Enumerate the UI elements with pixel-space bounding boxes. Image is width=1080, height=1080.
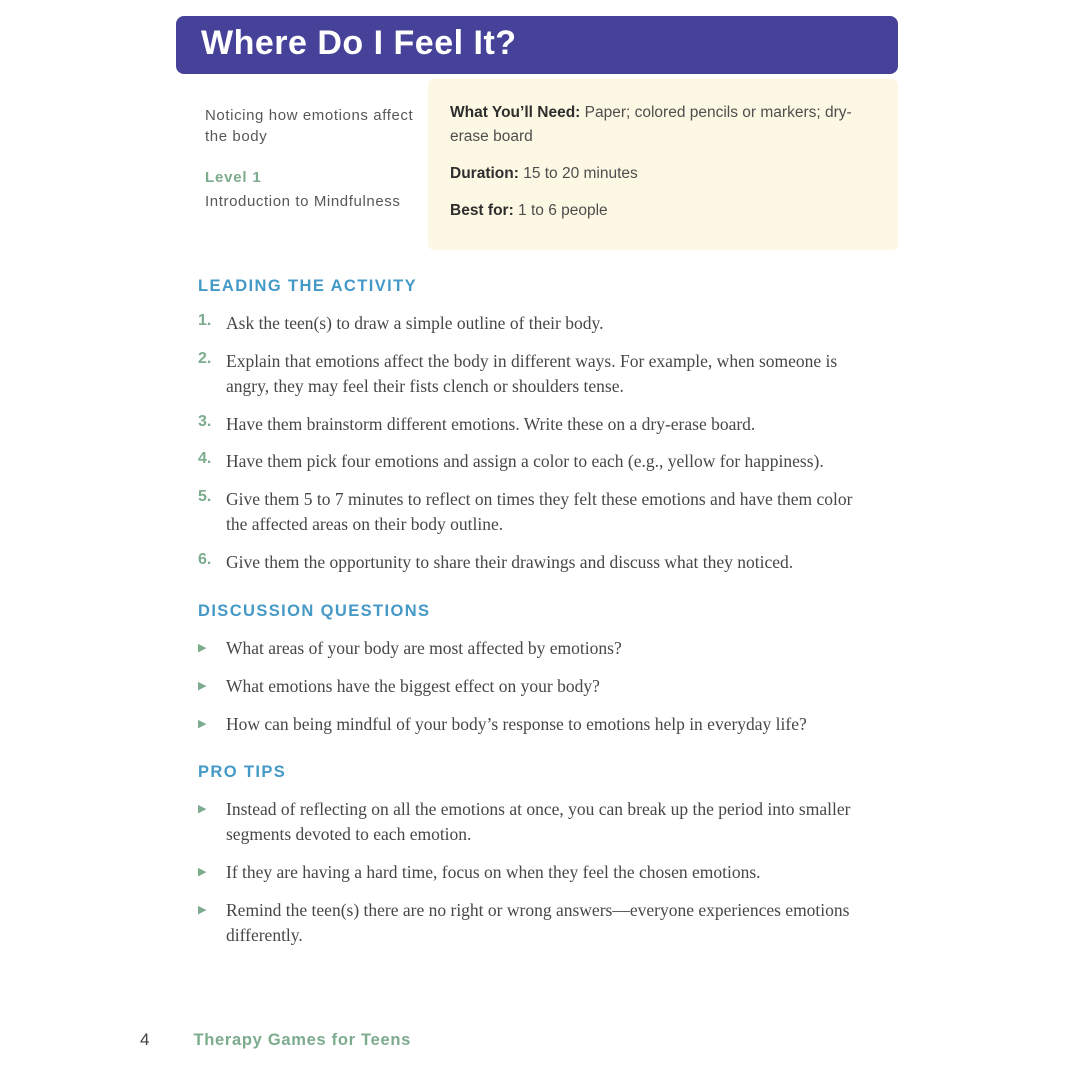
activity-meta-row bbox=[176, 79, 898, 250]
info-row-materials bbox=[450, 101, 872, 149]
step-text: Ask the teen(s) to draw a simple outline of their body. bbox=[226, 313, 604, 334]
activity-steps-list bbox=[198, 311, 898, 575]
activity-step bbox=[198, 412, 898, 437]
activity-level-label: Level 1 bbox=[205, 169, 262, 186]
step-number: 2. bbox=[198, 349, 212, 367]
question-text: How can being mindful of your body’s response to emotions help in everyday life? bbox=[226, 713, 807, 734]
discussion-questions-list bbox=[198, 636, 898, 737]
step-text: Have them brainstorm different emotions. Write these on a dry-erase board. bbox=[226, 413, 756, 434]
step-number: 5. bbox=[198, 488, 212, 506]
activity-description: Noticing how emotions affect the body bbox=[205, 107, 414, 145]
best-for-label: Best for: bbox=[450, 202, 514, 220]
tip-text: Remind the teen(s) there are no right or wrong answers—everyone experiences emotions differently. bbox=[226, 899, 850, 945]
activity-title-banner bbox=[176, 16, 898, 74]
discussion-question bbox=[198, 712, 898, 737]
step-text: Give them 5 to 7 minutes to reflect on times they felt these emotions and have them color the affected areas on their body outline. bbox=[226, 489, 853, 535]
step-text: Explain that emotions affect the body in different ways. For example, when someone is angry, they may feel their fists clench or shoulders tense. bbox=[226, 350, 838, 396]
page-number: 4 bbox=[140, 1030, 150, 1049]
step-number: 3. bbox=[198, 412, 212, 430]
triangle-bullet-icon: ▶ bbox=[198, 865, 207, 879]
duration-value: 15 to 20 minutes bbox=[518, 165, 638, 183]
tip-text: Instead of reflecting on all the emotions at once, you can break up the period into smaller segments devoted to each emotion. bbox=[226, 799, 851, 845]
duration-label: Duration: bbox=[450, 165, 519, 183]
activity-step bbox=[198, 449, 898, 474]
section-heading-leading-the-activity: LEADING THE ACTIVITY bbox=[198, 277, 417, 296]
activity-title: Where Do I Feel It? bbox=[201, 23, 517, 62]
step-number: 4. bbox=[198, 450, 212, 468]
pro-tip bbox=[198, 860, 898, 885]
info-row-best-for bbox=[450, 199, 872, 223]
triangle-bullet-icon: ▶ bbox=[198, 716, 207, 730]
step-number: 6. bbox=[198, 550, 212, 568]
book-title: Therapy Games for Teens bbox=[193, 1031, 412, 1049]
activity-sections bbox=[176, 277, 898, 948]
pro-tip bbox=[198, 898, 898, 948]
activity-step bbox=[198, 349, 898, 399]
triangle-bullet-icon: ▶ bbox=[198, 640, 207, 654]
activity-step bbox=[198, 311, 898, 336]
discussion-question bbox=[198, 674, 898, 699]
step-text: Have them pick four emotions and assign a color to each (e.g., yellow for happiness). bbox=[226, 451, 824, 472]
triangle-bullet-icon: ▶ bbox=[198, 802, 207, 816]
tip-text: If they are having a hard time, focus on when they feel the chosen emotions. bbox=[226, 862, 761, 883]
page-footer bbox=[140, 1030, 411, 1050]
pro-tip bbox=[198, 797, 898, 847]
activity-level-name: Introduction to Mindfulness bbox=[205, 193, 401, 210]
question-text: What emotions have the biggest effect on your body? bbox=[226, 675, 600, 696]
materials-label: What You’ll Need: bbox=[450, 104, 581, 121]
section-heading-pro-tips: PRO TIPS bbox=[198, 763, 287, 782]
discussion-question bbox=[198, 636, 898, 661]
question-text: What areas of your body are most affected by emotions? bbox=[226, 637, 622, 658]
step-number: 1. bbox=[198, 312, 212, 330]
materials-value: Paper; colored pencils or markers; dry-erase board bbox=[450, 104, 852, 146]
best-for-value: 1 to 6 people bbox=[513, 202, 608, 220]
pro-tips-list bbox=[198, 797, 898, 947]
info-row-duration bbox=[450, 162, 872, 186]
materials-info-box bbox=[428, 79, 898, 250]
step-text: Give them the opportunity to share their drawings and discuss what they noticed. bbox=[226, 551, 794, 572]
page-content bbox=[176, 16, 898, 961]
activity-step bbox=[198, 550, 898, 575]
triangle-bullet-icon: ▶ bbox=[198, 902, 207, 916]
section-heading-discussion-questions: DISCUSSION QUESTIONS bbox=[198, 601, 431, 620]
activity-step bbox=[198, 487, 898, 537]
triangle-bullet-icon: ▶ bbox=[198, 678, 207, 692]
activity-sidebar bbox=[176, 79, 428, 250]
